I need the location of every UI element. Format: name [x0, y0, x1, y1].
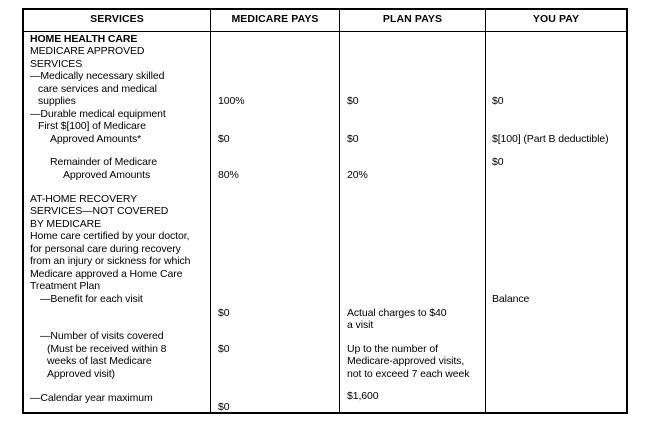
header-divider [22, 31, 628, 32]
services-line: —Medically necessary skilled [30, 70, 165, 82]
medicare-pays-value: $0 [218, 401, 230, 413]
services-line: MEDICARE APPROVED [30, 45, 145, 57]
services-line: Home care certified by your doctor, [30, 230, 190, 242]
services-line: from an injury or sickness for which [30, 255, 191, 267]
column-header-you-pay: YOU PAY [532, 13, 580, 25]
services-line: BY MEDICARE [30, 218, 102, 230]
plan-pays-value: not to exceed 7 each week [347, 368, 470, 380]
services-line: supplies [38, 95, 76, 107]
services-line: SERVICES [30, 58, 83, 70]
you-pay-value: Balance [492, 293, 530, 305]
plan-pays-value: Up to the number of [347, 343, 438, 355]
services-line: —Benefit for each visit [40, 293, 143, 305]
plan-pays-value: 20% [347, 169, 368, 181]
plan-pays-value: Medicare-approved visits, [347, 355, 465, 367]
column-divider-1 [210, 8, 211, 414]
services-line: SERVICES—NOT COVERED [30, 205, 169, 217]
services-line: —Calendar year maximum [30, 392, 153, 404]
services-line: for personal care during recovery [30, 243, 181, 255]
column-divider-3 [485, 8, 486, 414]
you-pay-value: $0 [492, 95, 504, 107]
you-pay-value: $0 [492, 156, 504, 168]
medicare-pays-value: $0 [218, 133, 230, 145]
plan-pays-value: a visit [347, 319, 374, 331]
plan-pays-value: Actual charges to $40 [347, 307, 447, 319]
medicare-pays-value: 100% [218, 95, 245, 107]
services-line: Medicare approved a Home Care [30, 268, 183, 280]
services-line: (Must be received within 8 [47, 343, 167, 355]
services-line: Approved Amounts* [50, 133, 142, 145]
plan-pays-value: $1,600 [347, 390, 379, 402]
services-line: Remainder of Medicare [50, 156, 158, 168]
services-line: Approved Amounts [63, 169, 151, 181]
plan-pays-value: $0 [347, 95, 359, 107]
services-line: Treatment Plan [30, 280, 100, 292]
medicare-pays-value: $0 [218, 343, 230, 355]
services-line: —Number of visits covered [40, 330, 164, 342]
medicare-pays-value: 80% [218, 169, 239, 181]
services-line: care services and medical [38, 83, 157, 95]
services-line: HOME HEALTH CARE [30, 33, 138, 45]
column-divider-2 [339, 8, 340, 414]
services-line: AT-HOME RECOVERY [30, 193, 138, 205]
column-header-medicare-pays: MEDICARE PAYS [231, 13, 319, 25]
services-line: weeks of last Medicare [47, 355, 152, 367]
medicare-pays-value: $0 [218, 307, 230, 319]
plan-pays-value: $0 [347, 133, 359, 145]
column-header-plan-pays: PLAN PAYS [382, 13, 443, 25]
services-line: First $[100] of Medicare [38, 120, 146, 132]
services-line: —Durable medical equipment [30, 108, 166, 120]
you-pay-value: $[100] (Part B deductible) [492, 133, 609, 145]
services-line: Approved visit) [47, 368, 115, 380]
column-header-services: SERVICES [90, 13, 144, 25]
